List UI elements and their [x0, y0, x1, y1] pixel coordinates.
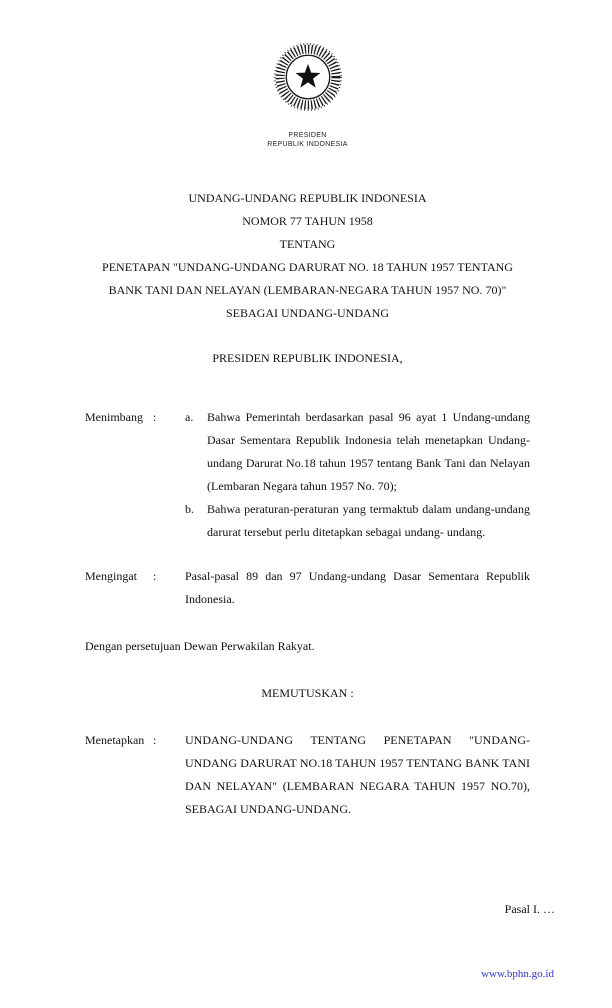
- presidential-emblem: [85, 36, 530, 149]
- title-line-number: NOMOR 77 TAHUN 1958: [242, 214, 373, 228]
- salutation: PRESIDEN REPUBLIK INDONESIA,: [212, 351, 403, 365]
- considerations-colon: :: [153, 410, 157, 424]
- recalling-text: Pasal-pasal 89 dan 97 Undang-undang Dasar Sementara Republik Indonesia.: [185, 569, 530, 606]
- emblem-caption-line2: REPUBLIK INDONESIA: [267, 141, 348, 148]
- consideration-item-a-text: Bahwa Pemerintah berdasarkan pasal 96 ayat 1 Undang-undang Dasar Sementara Republik Indonesia telah menetapkan Undang-undang Darurat No.18 tahun 1957 tentang Bank Tani dan Nelayan (Lembaran Negara tahun 1957 No. 70);: [207, 410, 530, 493]
- emblem-caption: [85, 131, 530, 149]
- considerations-clause: [85, 406, 530, 544]
- website-link[interactable]: www.bphn.go.id: [481, 968, 554, 980]
- enactment-colon: :: [153, 733, 157, 747]
- enactment-clause: [85, 729, 530, 821]
- recalling-colon: :: [153, 569, 157, 583]
- title-line-about: TENTANG: [279, 237, 336, 251]
- document-title-block: [85, 187, 530, 325]
- title-line-subject-3: SEBAGAI UNDANG-UNDANG: [226, 306, 389, 320]
- consideration-item-b-marker: b.: [185, 502, 194, 516]
- recalling-label: Mengingat: [85, 569, 137, 583]
- emblem-caption-line1: PRESIDEN: [288, 132, 327, 139]
- consideration-item-a-marker: a.: [185, 410, 194, 424]
- enactment-label: Menetapkan: [85, 733, 145, 747]
- agreement-line: Dengan persetujuan Dewan Perwakilan Rakyat.: [85, 639, 315, 653]
- considerations-label: Menimbang: [85, 410, 143, 424]
- page-continuation-marker: Pasal I. …: [504, 902, 555, 916]
- consideration-item-b: [185, 498, 530, 544]
- title-line-law: UNDANG-UNDANG REPUBLIK INDONESIA: [188, 191, 427, 205]
- consideration-item-b-text: Bahwa peraturan-peraturan yang termaktub dalam undang-undang darurat tersebut perlu ditetapkan sebagai undang- undang.: [207, 502, 530, 539]
- presidential-seal-icon: [267, 36, 349, 118]
- consideration-item-a: [185, 406, 530, 498]
- title-line-subject-2: BANK TANI DAN NELAYAN (LEMBARAN-NEGARA TAHUN 1957 NO. 70)": [108, 283, 507, 297]
- enactment-text: UNDANG-UNDANG TENTANG PENETAPAN "UNDANG-UNDANG DARURAT NO.18 TAHUN 1957 TENTANG BANK TANI DAN NELAYAN" (LEMBARAN NEGARA TAHUN 1957 NO.70), SEBAGAI UNDANG-UNDANG.: [185, 733, 530, 816]
- recalling-clause: [85, 565, 530, 611]
- title-line-subject-1: PENETAPAN "UNDANG-UNDANG DARURAT NO. 18 TAHUN 1957 TENTANG: [102, 260, 513, 274]
- decision-heading: MEMUTUSKAN :: [261, 686, 354, 700]
